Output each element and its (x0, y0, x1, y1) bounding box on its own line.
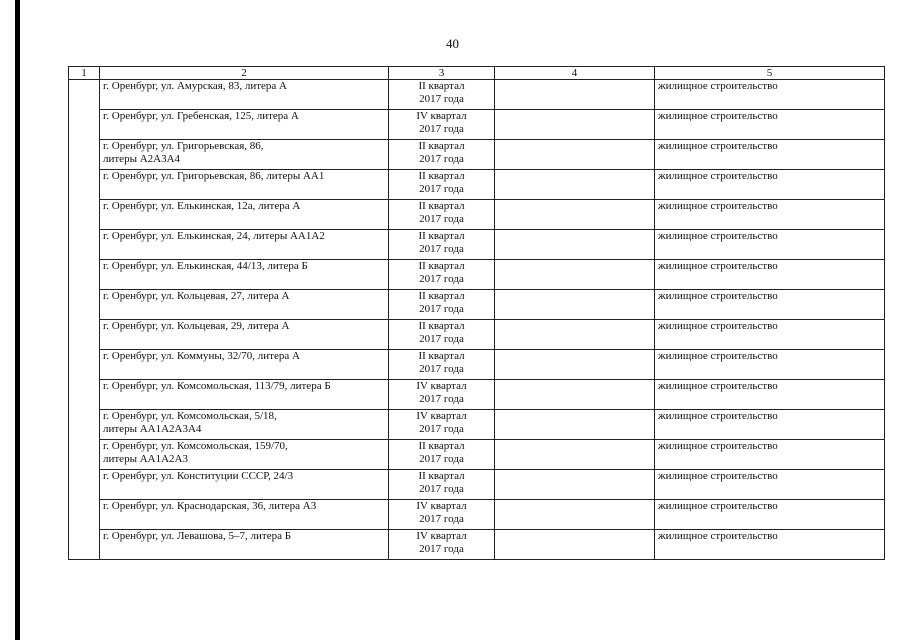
address-cell: г. Оренбург, ул. Комсомольская, 5/18, литеры АА1А2А3А4 (100, 410, 389, 440)
period-cell: II квартал 2017 года (389, 170, 495, 200)
header-col-4: 4 (495, 67, 655, 80)
purpose-cell: жилищное строительство (655, 500, 885, 530)
header-col-2: 2 (100, 67, 389, 80)
purpose-cell: жилищное строительство (655, 290, 885, 320)
period-cell: II квартал 2017 года (389, 230, 495, 260)
col4-cell (495, 350, 655, 380)
land-plots-table (68, 66, 885, 560)
col4-cell (495, 320, 655, 350)
col4-cell (495, 80, 655, 110)
period-cell: IV квартал 2017 года (389, 110, 495, 140)
header-col-3: 3 (389, 67, 495, 80)
address-cell: г. Оренбург, ул. Григорьевская, 86, литеры А2А3А4 (100, 140, 389, 170)
table-row (69, 320, 885, 350)
col4-cell (495, 260, 655, 290)
address-cell: г. Оренбург, ул. Краснодарская, 36, литера А3 (100, 500, 389, 530)
period-cell: IV квартал 2017 года (389, 410, 495, 440)
table-row (69, 80, 885, 110)
period-cell: IV квартал 2017 года (389, 530, 495, 560)
period-cell: IV квартал 2017 года (389, 500, 495, 530)
table-row (69, 230, 885, 260)
address-cell: г. Оренбург, ул. Левашова, 5–7, литера Б (100, 530, 389, 560)
address-cell: г. Оренбург, ул. Коммуны, 32/70, литера А (100, 350, 389, 380)
col4-cell (495, 140, 655, 170)
header-row (69, 67, 885, 80)
address-cell: г. Оренбург, ул. Кольцевая, 27, литера А (100, 290, 389, 320)
table-row (69, 410, 885, 440)
header-col-5: 5 (655, 67, 885, 80)
table-row (69, 260, 885, 290)
page-binding-edge (15, 0, 20, 640)
period-cell: II квартал 2017 года (389, 260, 495, 290)
address-cell: г. Оренбург, ул. Гребенская, 125, литера А (100, 110, 389, 140)
address-cell: г. Оренбург, ул. Комсомольская, 159/70, литеры АА1А2А3 (100, 440, 389, 470)
period-cell: II квартал 2017 года (389, 200, 495, 230)
period-cell: II квартал 2017 года (389, 440, 495, 470)
table-row (69, 290, 885, 320)
purpose-cell: жилищное строительство (655, 380, 885, 410)
col4-cell (495, 410, 655, 440)
purpose-cell: жилищное строительство (655, 320, 885, 350)
col4-cell (495, 470, 655, 500)
period-cell: II квартал 2017 года (389, 80, 495, 110)
address-cell: г. Оренбург, ул. Елькинская, 24, литеры АА1А2 (100, 230, 389, 260)
address-cell: г. Оренбург, ул. Конституции СССР, 24/3 (100, 470, 389, 500)
col4-cell (495, 200, 655, 230)
purpose-cell: жилищное строительство (655, 80, 885, 110)
address-cell: г. Оренбург, ул. Елькинская, 12а, литера А (100, 200, 389, 230)
address-cell: г. Оренбург, ул. Кольцевая, 29, литера А (100, 320, 389, 350)
purpose-cell: жилищное строительство (655, 110, 885, 140)
table-row (69, 140, 885, 170)
period-cell: II квартал 2017 года (389, 470, 495, 500)
table-row (69, 530, 885, 560)
table-row (69, 380, 885, 410)
table-row (69, 170, 885, 200)
purpose-cell: жилищное строительство (655, 260, 885, 290)
page-number: 40 (446, 36, 459, 51)
header-col-1: 1 (69, 67, 100, 80)
purpose-cell: жилищное строительство (655, 350, 885, 380)
purpose-cell: жилищное строительство (655, 530, 885, 560)
address-cell: г. Оренбург, ул. Григорьевская, 86, литеры АА1 (100, 170, 389, 200)
col4-cell (495, 170, 655, 200)
table-row (69, 200, 885, 230)
table-row (69, 470, 885, 500)
purpose-cell: жилищное строительство (655, 440, 885, 470)
period-cell: II квартал 2017 года (389, 290, 495, 320)
period-cell: II квартал 2017 года (389, 320, 495, 350)
row-number-cell (69, 80, 100, 560)
col4-cell (495, 440, 655, 470)
table-header (69, 67, 885, 80)
purpose-cell: жилищное строительство (655, 140, 885, 170)
address-cell: г. Оренбург, ул. Комсомольская, 113/79, литера Б (100, 380, 389, 410)
period-cell: II квартал 2017 года (389, 350, 495, 380)
address-cell: г. Оренбург, ул. Амурская, 83, литера А (100, 80, 389, 110)
purpose-cell: жилищное строительство (655, 470, 885, 500)
address-cell: г. Оренбург, ул. Елькинская, 44/13, литера Б (100, 260, 389, 290)
table-row (69, 500, 885, 530)
col4-cell (495, 230, 655, 260)
table-body (69, 80, 885, 560)
purpose-cell: жилищное строительство (655, 230, 885, 260)
col4-cell (495, 110, 655, 140)
table-row (69, 350, 885, 380)
col4-cell (495, 500, 655, 530)
col4-cell (495, 530, 655, 560)
purpose-cell: жилищное строительство (655, 170, 885, 200)
table-row (69, 110, 885, 140)
purpose-cell: жилищное строительство (655, 200, 885, 230)
period-cell: II квартал 2017 года (389, 140, 495, 170)
col4-cell (495, 290, 655, 320)
col4-cell (495, 380, 655, 410)
purpose-cell: жилищное строительство (655, 410, 885, 440)
period-cell: IV квартал 2017 года (389, 380, 495, 410)
table-row (69, 440, 885, 470)
